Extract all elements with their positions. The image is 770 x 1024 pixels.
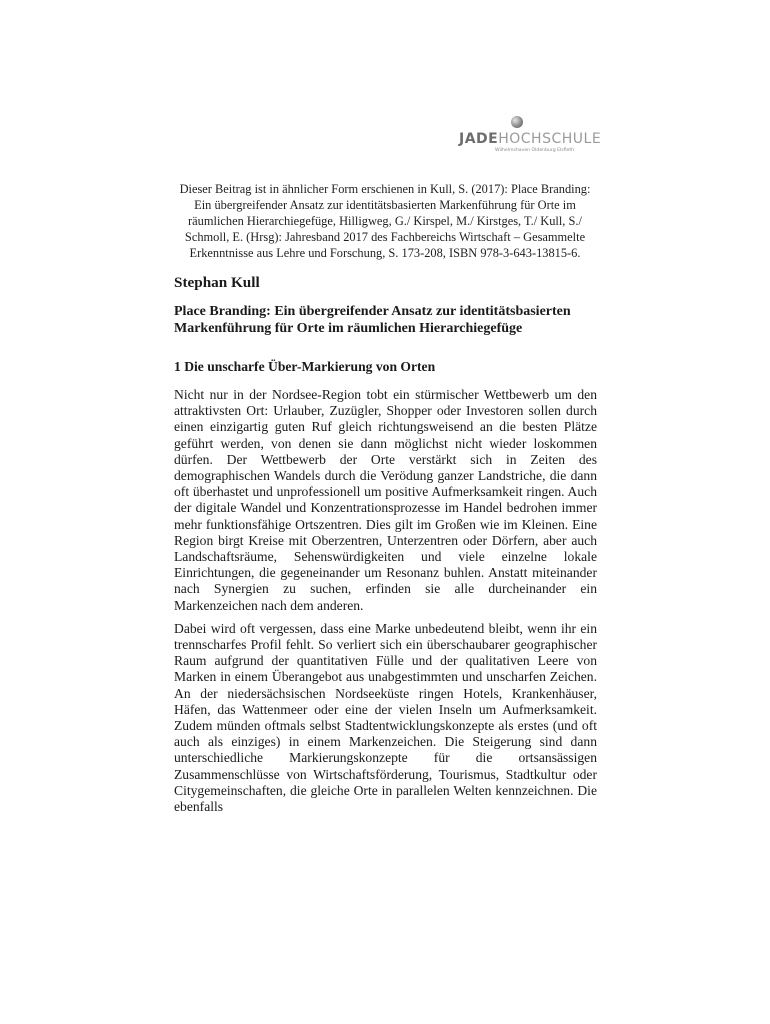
logo-word-jade: JADE [459, 131, 499, 147]
section-heading: 1 Die unscharfe Über-Markierung von Orten [174, 359, 436, 374]
logo-word-hochschule: HOCHSCHULE [498, 131, 602, 147]
author-name: Stephan Kull [174, 274, 260, 291]
logo-wordmark [459, 131, 602, 147]
paper-title: Place Branding: Ein übergreifender Ansatz zur identitätsbasierten Markenführung für Orte im räumlichen Hierarchiegefüge [174, 304, 571, 336]
body-text [174, 387, 597, 822]
logo-sphere-icon [511, 116, 523, 128]
logo-subtitle: Wilhelmshaven Oldenburg Elsfleth [495, 148, 575, 153]
jade-hochschule-logo [459, 112, 602, 160]
paragraph: Nicht nur in der Nordsee-Region tobt ein stürmischer Wettbewerb um den attraktivsten Ort: Urlauber, Zuzügler, Shopper oder Investoren sollen durch einen einzigartig guten Ruf gleich richtungsweisend an die besten Plätze geführt werden, von denen sie dann möglichst nicht wieder loskommen dürfen. Der Wettbewerb der Orte verstärkt sich in Zeiten des demographischen Wandels durch die Verödung ganzer Landstriche, die dann oft überhastet und unprofessionell um positive Aufmerksamkeit ringen. Auch der digitale Wandel und Konzentrationsprozesse im Handel bedrohen immer mehr funktionsfähige Ortszentren. Dies gilt im Großen wie im Kleinen. Eine Region birgt Kreise mit Oberzentren, Unterzentren oder Dörfern, aber auch Landschaftsräume, Sehenswürdigkeiten und viele einzelne lokale Einrichtungen, die gegeneinander um Resonanz buhlen. Anstatt miteinander nach Synergien zu suchen, erfinden sie alle durcheinander ein Markenzeichen nach dem anderen. [174, 387, 597, 613]
publication-note: Dieser Beitrag ist in ähnlicher Form erschienen in Kull, S. (2017): Place Branding: Ein übergreifender Ansatz zur identitätsbasierten Markenführung für Orte im räumlichen Hierarchiegefüge, Hilligweg, G./ Kirspel, M./ Kirstges, T./ Kull, S./ Schmoll, E. (Hrsg): Jahresband 2017 des Fachbereichs Wirtschaft – Gesammelte Erkenntnisse aus Lehre und Forschung, S. 173-208, ISBN 978-3-643-13815-6. [179, 182, 591, 260]
paragraph: Dabei wird oft vergessen, dass eine Marke unbedeutend bleibt, wenn ihr ein trennscharfes Profil fehlt. So verliert sich ein überschaubarer geographischer Raum aufgrund der quantitativen Fülle und der qualitativen Leere von Marken in einem Überangebot aus unabgestimmten und unscharfen Zeichen. An der niedersächsischen Nordseeküste ringen Hotels, Krankenhäuser, Häfen, das Wattenmeer oder eine der vielen Inseln um Aufmerksamkeit. Zudem münden oftmals selbst Stadtentwicklungskonzepte als erstes (und oft auch als einziges) in einem Markenzeichen. Die Steigerung sind dann unterschiedliche Markierungskonzepte für die ortsansässigen Zusammenschlüsse von Wirtschaftsförderung, Tourismus, Stadtkultur oder Citygemeinschaften, die gleiche Orte in parallelen Welten kennzeichnen. Die ebenfalls [174, 620, 597, 815]
